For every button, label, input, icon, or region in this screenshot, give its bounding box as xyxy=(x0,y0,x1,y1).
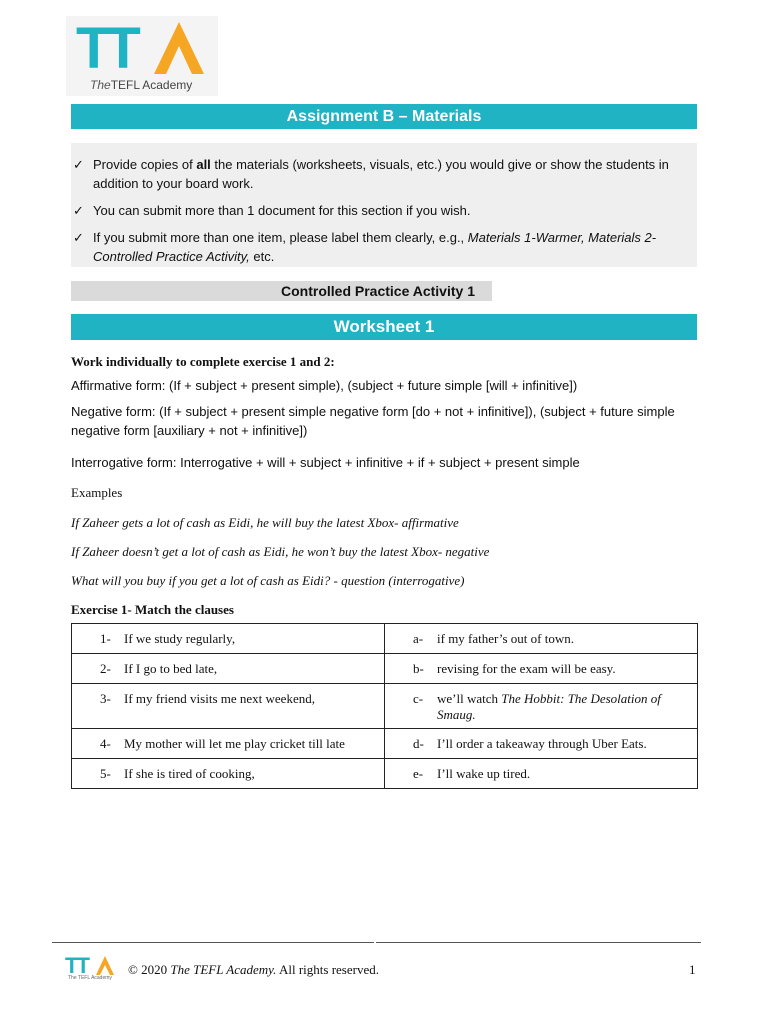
checkmark-icon: ✓ xyxy=(73,203,84,218)
row-number: 1- xyxy=(100,631,111,646)
logo-tagline: TheTEFL Academy xyxy=(90,78,193,92)
left-clause: If I go to bed late, xyxy=(124,661,218,676)
left-clause: If we study regularly, xyxy=(124,631,236,646)
logo-a-triangle-icon xyxy=(154,22,204,74)
row-letter: a- xyxy=(413,631,424,646)
footer-divider xyxy=(376,942,701,943)
checkmark-icon: ✓ xyxy=(73,230,84,245)
table-row xyxy=(72,729,698,759)
exercise-title: Exercise 1- Match the clauses xyxy=(71,602,234,617)
match-clauses-table xyxy=(71,623,698,789)
page-number: 1 xyxy=(689,962,696,977)
left-clause: My mother will let me play cricket till late xyxy=(124,736,345,751)
instructions-box: ✓ Provide copies of all the materials (worksheets, visuals, etc.) you would give or show the students in addition to your board work. ✓ You can submit more than 1 document for this section if you wish. ✓ If you submit more than one item, please label them clearly, e.g., Materials 1-Warmer, Materials 2- Controlled Practice Activity, etc. xyxy=(71,143,697,267)
right-clause: if my father’s out of town. xyxy=(437,631,574,646)
footer-divider xyxy=(52,942,374,943)
footer-logo-a-icon xyxy=(96,956,114,975)
section-title-bar xyxy=(71,281,492,301)
examples-label: Examples xyxy=(71,485,123,500)
left-clause: If she is tired of cooking, xyxy=(124,766,255,781)
section-title: Controlled Practice Activity 1 xyxy=(281,283,475,299)
negative-form: Negative form: (If + subject + present simple negative form [do + not + infinitive]), (subject + future simple negative form [auxiliary + not + infinitive]) xyxy=(71,404,675,438)
row-number: 3- xyxy=(100,691,111,706)
row-number: 5- xyxy=(100,766,111,781)
logo-letters: TT xyxy=(76,16,135,81)
right-clause: I’ll wake up tired. xyxy=(437,766,531,781)
right-clause: we’ll watch The Hobbit: The Desolation of Smaug. xyxy=(437,691,661,722)
table-row xyxy=(72,654,698,684)
row-letter: b- xyxy=(413,661,424,676)
right-clause: revising for the exam will be easy. xyxy=(437,661,616,676)
table-row xyxy=(72,684,698,729)
table-row xyxy=(72,624,698,654)
row-number: 4- xyxy=(100,736,111,751)
table-row xyxy=(72,759,698,789)
example-affirmative: If Zaheer gets a lot of cash as Eidi, he will buy the latest Xbox- affirmative xyxy=(71,515,459,530)
example-negative: If Zaheer doesn’t get a lot of cash as Eidi, he won’t buy the latest Xbox- negative xyxy=(71,544,490,559)
worksheet-instruction: Work individually to complete exercise 1 and 2: xyxy=(71,354,335,369)
worksheet-title: Worksheet 1 xyxy=(71,314,697,340)
row-number: 2- xyxy=(100,661,111,676)
right-clause: I’ll order a takeaway through Uber Eats. xyxy=(437,736,647,751)
footer-logo: TT The TEFL Academy xyxy=(64,955,112,983)
assignment-title: Assignment B – Materials xyxy=(71,104,697,129)
example-question: What will you buy if you get a lot of cash as Eidi? - question (interrogative) xyxy=(71,573,465,588)
interrogative-form: Interrogative form: Interrogative + will + subject + infinitive + if + subject + present simple xyxy=(71,455,580,470)
row-letter: e- xyxy=(413,766,424,781)
tefl-academy-logo xyxy=(66,16,218,96)
checkmark-icon: ✓ xyxy=(73,157,84,172)
row-letter: c- xyxy=(413,691,424,706)
row-letter: d- xyxy=(413,736,424,751)
affirmative-form: Affirmative form: (If + subject + present simple), (subject + future simple [will + infinitive]) xyxy=(71,378,578,393)
left-clause: If my friend visits me next weekend, xyxy=(124,691,315,706)
copyright-notice: © 2020 The TEFL Academy. All rights reserved. xyxy=(128,962,379,977)
